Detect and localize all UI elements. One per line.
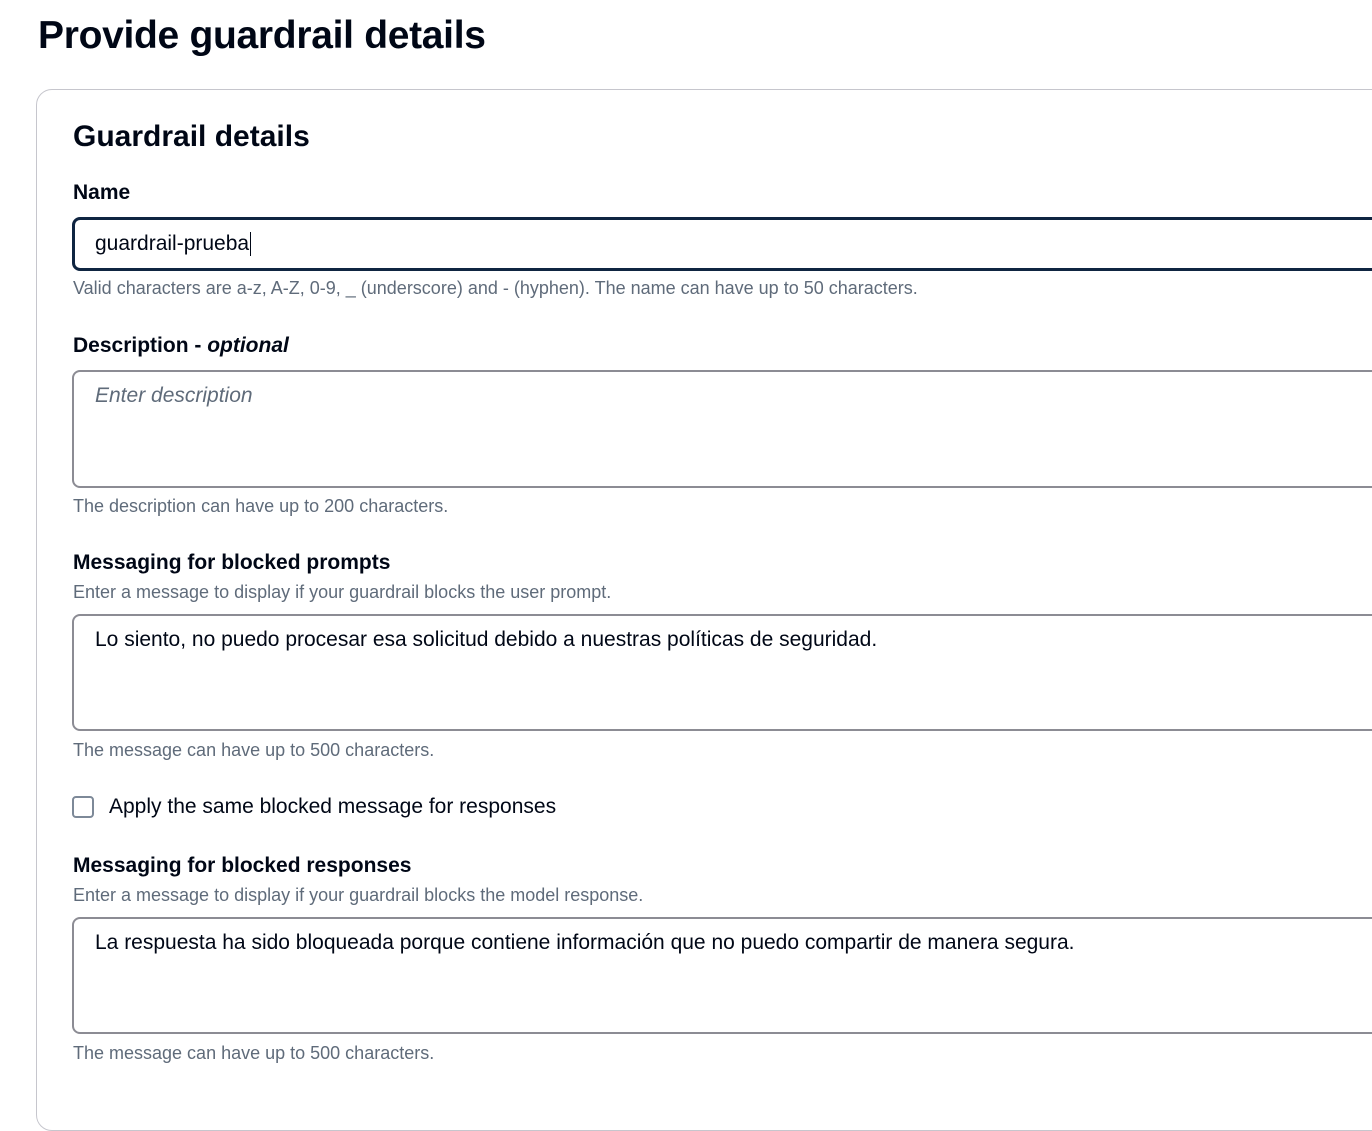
blocked-responses-textarea[interactable] xyxy=(72,917,1372,1034)
blocked-prompts-value: Lo siento, no puedo procesar esa solicitud debido a nuestras políticas de seguridad. xyxy=(95,628,878,651)
description-placeholder: Enter description xyxy=(95,384,253,407)
apply-same-message-label[interactable]: Apply the same blocked message for responses xyxy=(109,795,557,818)
name-label: Name xyxy=(73,181,131,204)
description-label-text: Description xyxy=(73,334,189,357)
blocked-prompts-sublabel: Enter a message to display if your guardrail blocks the user prompt. xyxy=(73,582,612,602)
blocked-prompts-label: Messaging for blocked prompts xyxy=(73,551,391,574)
container-title: Guardrail details xyxy=(73,120,310,153)
page-title: Provide guardrail details xyxy=(38,14,486,57)
description-hint: The description can have up to 200 characters. xyxy=(73,496,449,516)
blocked-prompts-hint: The message can have up to 500 characters. xyxy=(73,740,435,760)
blocked-responses-hint: The message can have up to 500 characters. xyxy=(73,1043,435,1063)
blocked-responses-value: La respuesta ha sido bloqueada porque contiene información que no puedo compartir de manera segura. xyxy=(95,931,1075,954)
blocked-prompts-textarea[interactable] xyxy=(72,614,1372,731)
blocked-responses-label: Messaging for blocked responses xyxy=(73,854,412,877)
blocked-responses-sublabel: Enter a message to display if your guardrail blocks the model response. xyxy=(73,885,644,905)
description-label xyxy=(73,334,289,358)
name-input[interactable] xyxy=(72,217,1372,271)
description-label-separator: - xyxy=(188,334,208,357)
description-textarea[interactable] xyxy=(72,370,1372,488)
name-hint: Valid characters are a-z, A-Z, 0-9, _ (underscore) and - (hyphen). The name can have up to 50 characters. xyxy=(73,278,918,298)
apply-same-message-checkbox[interactable] xyxy=(72,796,94,818)
description-optional-tag: optional xyxy=(207,334,289,357)
name-input-value: guardrail-prueba xyxy=(95,232,250,255)
guardrail-details-container xyxy=(36,89,1372,1131)
apply-same-message-option[interactable] xyxy=(72,795,556,819)
